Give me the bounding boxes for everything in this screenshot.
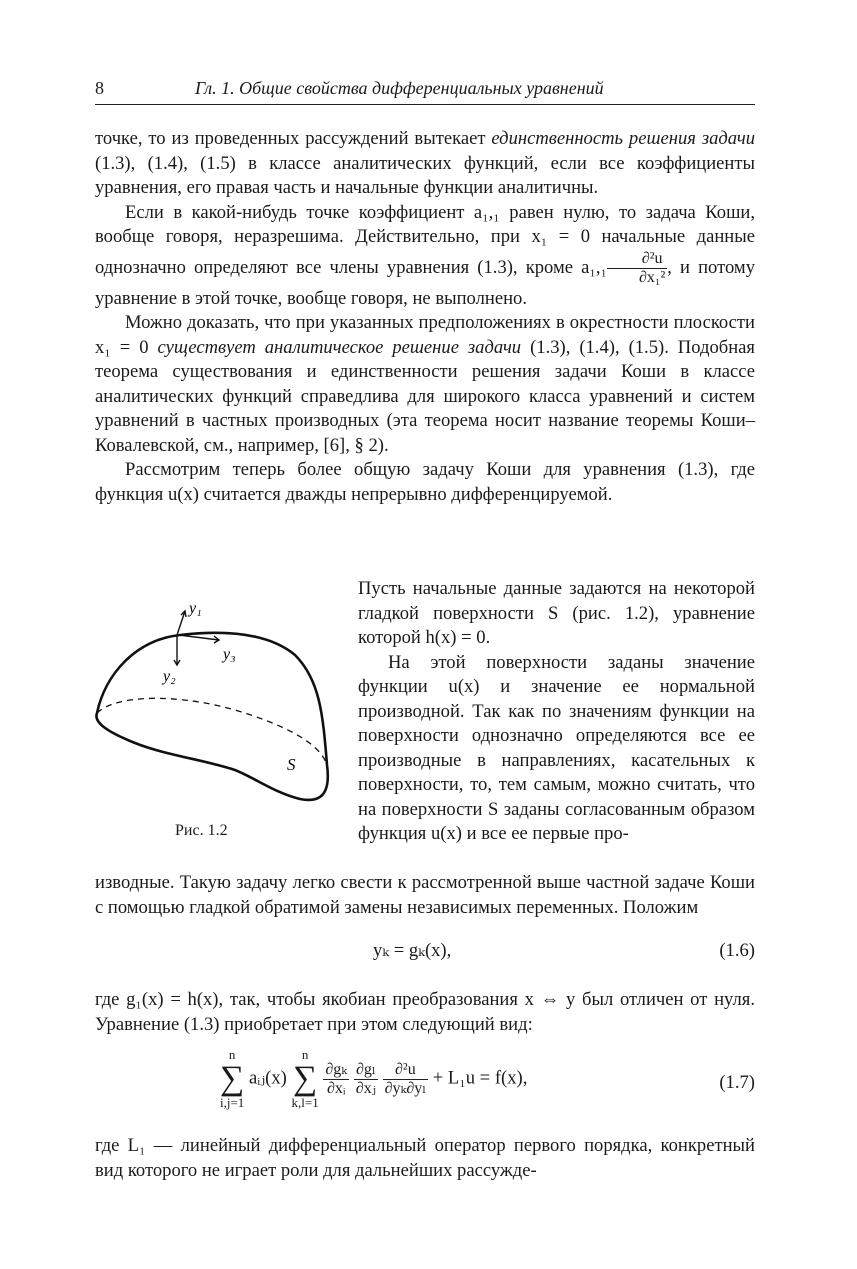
paragraph-2: Если в какой-нибудь точке коэффициент a₁,₁ равен нулю, то задача Коши, вообще говоря, неразрешима. Действительно, при x₁ = 0 начальные данные однозначно определяют все члены уравнения (1.3), кроме a₁,₁ $\frac{\text{∂²u}}{\text{∂x₁²}}$ , и потому уравнение в этой точке, вообще говоря, не выполнено. <box>95 201 755 309</box>
body-text-top <box>95 127 755 507</box>
label-y3: y₃ <box>223 646 236 663</box>
running-header <box>95 78 755 105</box>
sum-ij: n ∑ i,j=1 <box>220 1047 245 1110</box>
figure-caption: Рис. 1.2 <box>175 822 228 839</box>
sum-kl: n ∑ k,l=1 <box>291 1047 319 1110</box>
page-number: 8 <box>95 78 104 98</box>
equation-1-6: yₖ = gₖ(x), <box>373 940 452 961</box>
paragraph-4: Рассмотрим теперь более общую задачу Коши для уравнения (1.3), где функция u(x) считается дважды непрерывно дифференцируемой. <box>95 459 755 505</box>
fraction-dgl-dxj: $\frac{\text{∂gₗ}}{\text{∂xⱼ}}$ <box>355 1060 376 1097</box>
figure-surface-diagram <box>95 595 335 845</box>
body-text-bottom <box>95 1134 755 1183</box>
body-text-after-eq16 <box>95 988 755 1037</box>
label-y2: y₂ <box>163 668 176 685</box>
wrap-paragraph-1: Пусть начальные данные задаются на некоторой гладкой поверхности S (рис. 1.2), уравнение которой h(x) = 0. <box>358 578 755 648</box>
figure-wrap-text <box>358 577 755 847</box>
equation-1-7: n ∑ i,j=1 aᵢⱼ(x) n ∑ k,l=1 $\frac{\text{∂gₖ}}{\text{∂xᵢ}}$ $\frac{\text{∂gₗ}}{\text{∂xⱼ}}$ $\frac{\text{∂²u}}{\text{∂yₖ∂yₗ}}$ + L₁u = f(x), <box>220 1047 528 1110</box>
paragraph-3: Можно доказать, что при указанных предположениях в окрестности плоскости x₁ = 0 существует аналитическое решение задачи (1.3), (1.4), (1.5). Подобная теорема существования и единственности решения задачи Коши в классе аналитических функций справедлива для широкого класса уравнений и систем уравнений в частных производных (эта теорема носит название теоремы Коши–Ковалевской, см., например, [6], § 2). <box>95 312 755 456</box>
equation-number-1-7: (1.7) <box>719 1072 755 1093</box>
equation-number-1-6: (1.6) <box>719 940 755 961</box>
paragraph-7: где L₁ — линейный дифференциальный оператор первого порядка, конкретный вид которого не играет роли для дальнейших рассужде- <box>95 1135 755 1181</box>
fraction-dgk-dxi: $\frac{\text{∂gₖ}}{\text{∂xᵢ}}$ <box>325 1060 348 1097</box>
label-s: S <box>287 755 296 774</box>
body-text-after-figure <box>95 871 755 920</box>
surface-outline <box>96 633 327 800</box>
paragraph-6: где g₁(x) = h(x), так, чтобы якобиан преобразования x ⇔ y был отличен от нуля. Уравнение (1.3) приобретает при этом следующий вид: <box>95 989 755 1035</box>
fraction-d2u-dx1: $\frac{\text{∂²u}}{\text{∂x₁²}}$ <box>607 250 667 287</box>
arrow-y3 <box>179 635 219 640</box>
label-y1: y₁ <box>189 600 202 617</box>
paragraph-1: точке, то из проведенных рассуждений вытекает единственность решения задачи (1.3), (1.4), (1.5) в классе аналитических функций, если все коэффициенты уравнения, его правая часть и начальные функции аналитичны. <box>95 128 755 198</box>
coef-a11: a₁,₁ <box>581 256 607 278</box>
paragraph-5: изводные. Такую задачу легко свести к рассмотренной выше частной задаче Коши с помощью гладкой обратимой замены независимых переменных. Положим <box>95 872 755 918</box>
running-title: Гл. 1. Общие свойства дифференциальных уравнений <box>195 78 604 98</box>
fraction-d2u-dykdyl: $\frac{\text{∂²u}}{\text{∂yₖ∂yₗ}}$ <box>384 1060 427 1097</box>
wrap-paragraph-2: На этой поверхности заданы значение функции u(x) и значение ее нормальной производной. Так как по значениям функции на поверхности однозначно определяются все ее производные в направлениях, касательных к поверхности, то, тем самым, можно считать, что на поверхности S заданы согласованным образом функция u(x) и все ее первые про- <box>358 651 755 844</box>
